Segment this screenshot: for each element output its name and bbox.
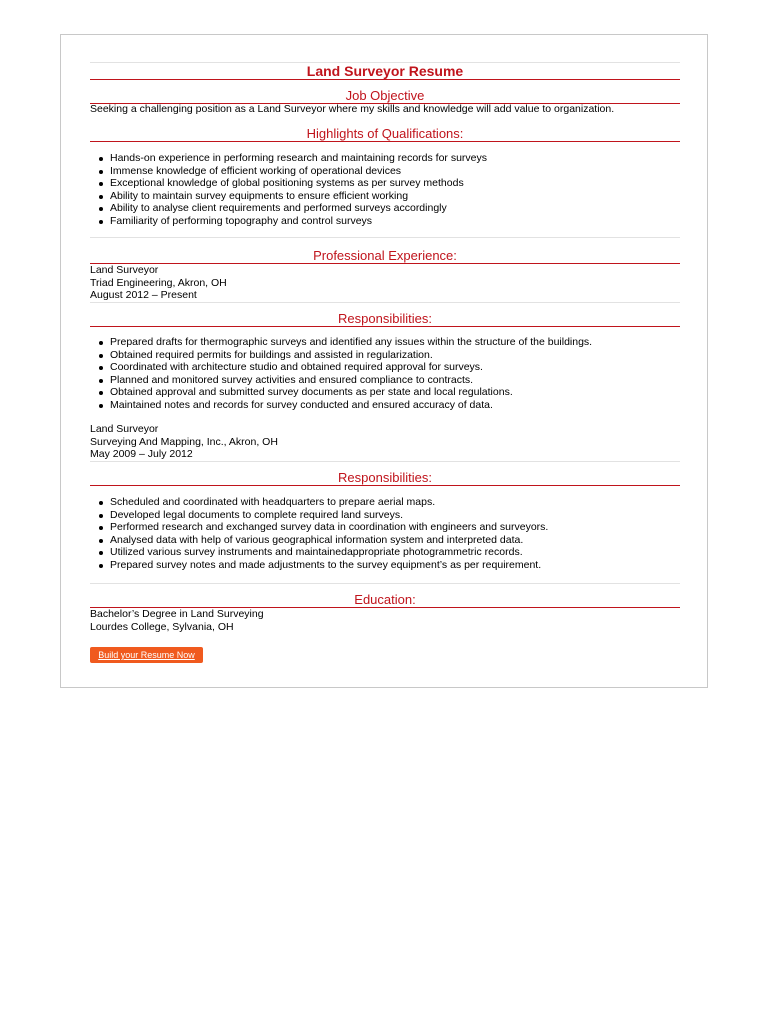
highlights-list [90, 152, 487, 228]
list-item: Developed legal documents to complete required land surveys. [90, 509, 548, 522]
list-item: Scheduled and coordinated with headquarters to prepare aerial maps. [90, 496, 548, 509]
list-item: Performed research and exchanged survey data in coordination with engineers and surveyors. [90, 521, 548, 534]
list-item: Analysed data with help of various geographical information system and interpreted data. [90, 534, 548, 547]
list-item: Maintained notes and records for survey conducted and ensured accuracy of data. [90, 399, 592, 412]
list-item: Ability to maintain survey equipments to ensure efficient working [90, 190, 487, 203]
responsibilities-list [90, 496, 548, 572]
education-school: Lourdes College, Sylvania, OH [90, 620, 234, 633]
job-company: Triad Engineering, Akron, OH [90, 276, 227, 289]
job-dates: May 2009 – July 2012 [90, 448, 193, 460]
list-item: Familiarity of performing topography and control surveys [90, 215, 487, 228]
list-item: Obtained required permits for buildings and assisted in regularization. [90, 349, 592, 362]
divider [90, 302, 680, 303]
list-item: Utilized various survey instruments and maintainedappropriate photogrammetric records. [90, 546, 548, 559]
job-objective-text: Seeking a challenging position as a Land Surveyor where my skills and knowledge will add value to organization. [90, 103, 615, 115]
heading-underline [90, 263, 680, 264]
education-degree: Bachelor’s Degree in Land Surveying [90, 608, 264, 620]
build-resume-button[interactable]: Build your Resume Now [90, 647, 203, 663]
divider [90, 461, 680, 462]
responsibilities-heading: Responsibilities: [338, 470, 432, 485]
list-item: Prepared drafts for thermographic surveys and identified any issues within the structure of the buildings. [90, 336, 592, 349]
heading-underline [90, 326, 680, 327]
responsibilities-list [90, 336, 592, 412]
job-dates: August 2012 – Present [90, 289, 197, 301]
title-underline [90, 79, 680, 80]
job-role: Land Surveyor [90, 264, 159, 276]
job-company: Surveying And Mapping, Inc., Akron, OH [90, 435, 278, 448]
list-item: Obtained approval and submitted survey documents as per state and local regulations. [90, 386, 592, 399]
experience-heading: Professional Experience: [313, 248, 457, 263]
education-heading: Education: [354, 592, 416, 607]
list-item: Hands-on experience in performing research and maintaining records for surveys [90, 152, 487, 165]
list-item: Ability to analyse client requirements and performed surveys accordingly [90, 202, 487, 215]
list-item: Coordinated with architecture studio and obtained required approval for surveys. [90, 361, 592, 374]
list-item: Prepared survey notes and made adjustments to the survey equipment’s as per requirement. [90, 559, 548, 572]
list-item: Exceptional knowledge of global positioning systems as per survey methods [90, 177, 487, 190]
heading-underline [90, 141, 680, 142]
list-item: Immense knowledge of efficient working of operational devices [90, 165, 487, 178]
list-item: Planned and monitored survey activities and ensured compliance to contracts. [90, 374, 592, 387]
job-role: Land Surveyor [90, 423, 159, 435]
heading-underline [90, 485, 680, 486]
resume-page [60, 34, 708, 688]
responsibilities-heading: Responsibilities: [338, 311, 432, 326]
job-objective-heading: Job Objective [345, 88, 425, 103]
divider [90, 583, 680, 584]
resume-title: Land Surveyor Resume [306, 63, 464, 79]
highlights-heading: Highlights of Qualifications: [306, 126, 464, 141]
divider [90, 237, 680, 238]
